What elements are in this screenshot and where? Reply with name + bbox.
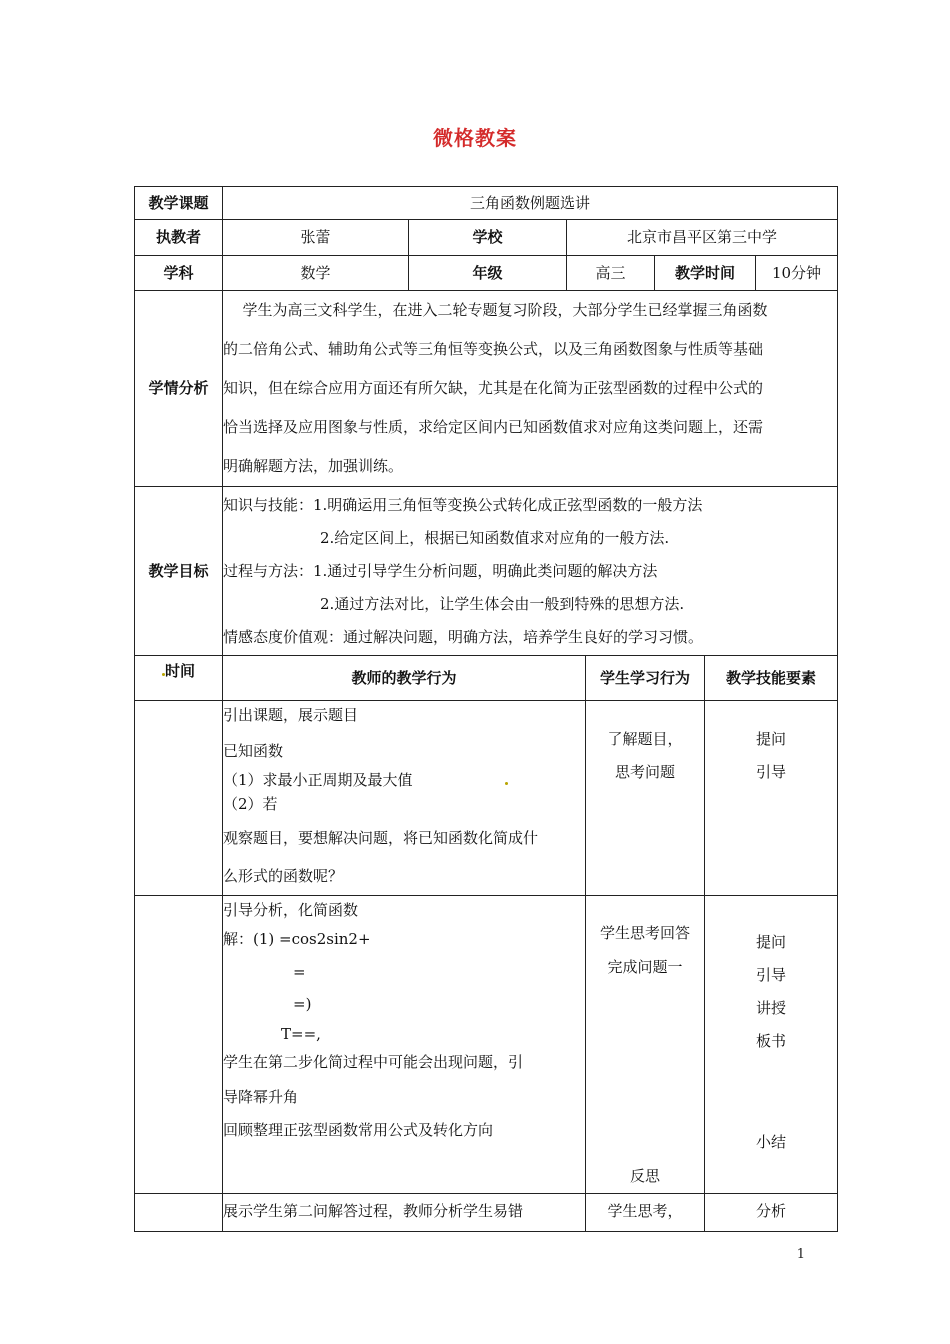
col-time-label: 时间 [164,662,195,680]
teacher-line: =) [293,995,312,1013]
lesson-plan-table [134,186,838,1232]
teacher-line: T==, [281,1025,321,1043]
teacher-line: 导降幂升角 [223,1088,299,1106]
subject-label: 学科 [135,256,223,291]
objective-line: 情感态度价值观：通过解决问题，明确方法，培养学生良好的学习习惯。 [223,627,704,646]
analysis-line: 知识，但在综合应用方面还有所欠缺，尤其是在化简为正弦型函数的过程中公式的 [223,379,764,397]
teacher-line: 么形式的函数呢？ [223,867,344,885]
objectives-row [135,487,838,656]
student-line: 反思 [629,1167,660,1185]
teacher-line [223,768,585,792]
topic-value: 三角函数例题选讲 [223,187,838,220]
skill-line: 讲授 [756,999,787,1017]
grade-label: 年级 [409,256,567,291]
analysis-line: 学生为高三文科学生，在进入二轮专题复习阶段，大部分学生已经掌握三角函数 [242,301,768,319]
teacher-line: 已知函数 [223,742,284,760]
teacher-line: 学生在第二步化简过程中可能会出现问题，引 [223,1053,524,1071]
analysis-label: 学情分析 [135,291,223,487]
grade-value: 高三 [567,256,655,291]
skill-line: 板书 [756,1032,787,1050]
page-number: 1 [796,1247,805,1262]
student-line: 了解题目， [607,730,683,748]
step-teacher-cell [223,1194,586,1232]
analysis-line: 明确解题方法，加强训练。 [223,457,404,475]
teacher-line-text: （1）求最小正周期及最大值 [223,771,413,789]
col-skills: 教学技能要素 [705,656,838,701]
step-row [135,1194,838,1232]
step-teacher-cell [223,896,586,1194]
objective-line: 2.通过方法对比，让学生体会由一般到特殊的思想方法. [320,594,685,613]
analysis-row [135,291,838,487]
analysis-line: 恰当选择及应用图象与性质，求给定区间内已知函数值求对应角这类问题上，还需 [223,418,764,436]
col-student: 学生学习行为 [586,656,705,701]
objectives-label: 教学目标 [135,487,223,656]
step-time-cell [135,896,223,1194]
teacher-line: 观察题目，要想解决问题，将已知函数化简成什 [223,829,539,847]
skill-line: 分析 [756,1202,787,1220]
skill-line: 引导 [756,763,787,781]
topic-label: 教学课题 [135,187,223,220]
objective-line: 知识与技能：1.明确运用三角恒等变换公式转化成正弦型函数的一般方法 [223,495,703,514]
column-header-row [135,656,838,701]
step-row [135,896,838,1194]
step-skills-cell [705,1194,838,1232]
teacher-label: 执教者 [135,220,223,256]
step-row [135,701,838,896]
skill-line: 引导 [756,966,787,984]
step-student-cell [586,1194,705,1232]
subject-value: 数学 [223,256,409,291]
skill-line: 提问 [756,933,787,951]
teacher-line: 引出课题，展示题目 [223,706,359,724]
teacher-line: 引导分析，化简函数 [223,901,359,919]
teacher-line: 回顾整理正弦型函数常用公式及转化方向 [223,1121,494,1139]
skill-line: 小结 [756,1133,787,1151]
col-teacher: 教师的教学行为 [223,656,586,701]
step-time-cell [135,701,223,896]
topic-row [135,187,838,220]
student-line: 思考问题 [614,763,675,781]
teacher-value: 张蕾 [223,220,409,256]
step-skills-cell [705,896,838,1194]
school-label: 学校 [409,220,567,256]
col-time [135,656,223,701]
student-line: 学生思考， [607,1202,683,1220]
subject-row [135,256,838,291]
step-student-cell [586,701,705,896]
teacher-line: （2）若 [223,795,278,813]
objectives-text [223,487,838,656]
skill-line: 提问 [756,730,787,748]
step-teacher-cell [223,701,586,896]
time-label: 教学时间 [655,256,756,291]
teacher-line: = [293,963,306,981]
marker-dot [505,782,508,785]
analysis-text [223,291,838,487]
teacher-line: 解：(1) =cos2sin2+ [223,930,371,948]
teacher-line: 展示学生第二问解答过程，教师分析学生易错 [223,1202,524,1220]
student-line: 完成问题一 [607,958,683,976]
analysis-line: 的二倍角公式、辅助角公式等三角恒等变换公式，以及三角函数图象与性质等基础 [223,340,764,358]
objective-line: 2.给定区间上，根据已知函数值求对应角的一般方法. [320,528,670,547]
teacher-row [135,220,838,256]
document-title: 微格教案 [433,126,517,150]
step-time-cell [135,1194,223,1232]
student-line: 学生思考回答 [599,924,690,942]
step-student-cell [586,896,705,1194]
objective-line: 过程与方法：1.通过引导学生分析问题，明确此类问题的解决方法 [223,561,658,580]
school-value: 北京市昌平区第三中学 [567,220,838,256]
step-skills-cell [705,701,838,896]
time-value: 10分钟 [756,256,838,291]
